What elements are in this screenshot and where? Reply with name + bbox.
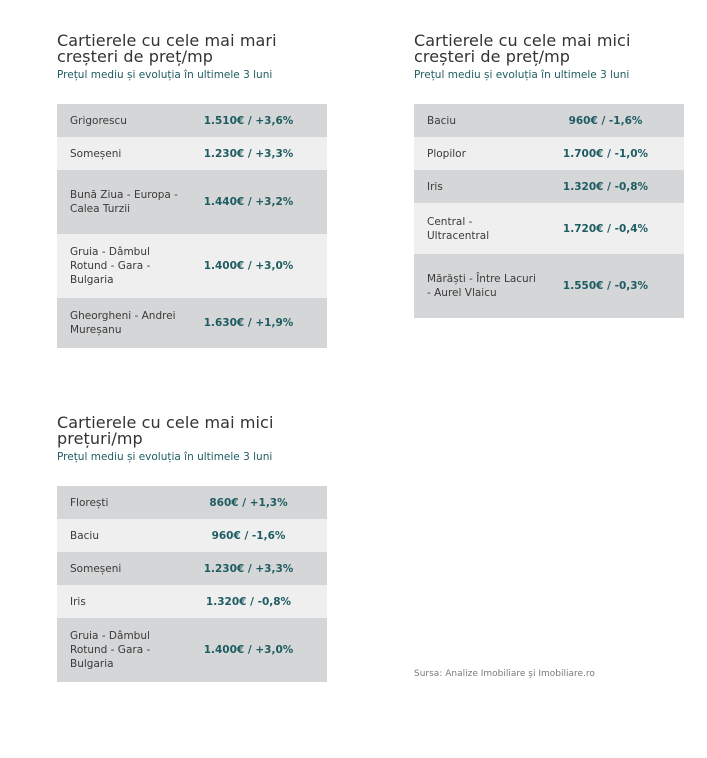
neighborhood-name: Gruia - Dâmbul Rotund - Gara - Bulgaria: [70, 246, 151, 286]
neighborhood-name: Baciu: [427, 114, 456, 127]
price-value: 960€ / -1,6%: [211, 529, 286, 542]
neighborhood-name: Florești: [70, 496, 109, 509]
title-line-2: creșteri de preț/mp: [57, 47, 214, 66]
panel-title: [57, 33, 327, 65]
price-change-value: 1.700€ / -1,0%: [562, 147, 649, 160]
neighborhood-name: Bună Ziua - Europa - Calea Turzii: [70, 189, 178, 215]
price-change-value: 1.630€ / +1,9%: [203, 317, 294, 329]
table-row: [57, 298, 327, 348]
table-row: [57, 618, 327, 682]
table-row: [57, 552, 327, 585]
table-row: [57, 486, 327, 519]
price-change-value: 1.440€ / +3,2%: [203, 196, 294, 208]
neighborhood-name: Someșeni: [70, 562, 122, 575]
neighborhood-name: Grigorescu: [70, 114, 127, 127]
price-value: 1.400€ / +3,0%: [203, 644, 294, 656]
price-change-value: 1.550€ / -0,3%: [562, 280, 649, 292]
panel-subtitle: Prețul mediu și evoluția în ultimele 3 luni: [57, 69, 273, 81]
panel-smallest-increases: [414, 31, 684, 299]
panel-subtitle: Prețul mediu și evoluția în ultimele 3 luni: [57, 451, 273, 463]
panel-lowest-prices: [57, 413, 327, 670]
table-row: [57, 234, 327, 298]
neighborhood-name: Gheorgheni - Andrei Mureșanu: [70, 310, 176, 336]
table-row: [57, 170, 327, 234]
price-value: 1.320€ / -0,8%: [205, 595, 292, 608]
panel-largest-increases: [57, 31, 327, 336]
neighborhood-name: Central - Ultracentral: [427, 215, 490, 242]
price-change-value: 1.230€ / +3,3%: [203, 147, 294, 160]
title-line-2: creșteri de preț/mp: [414, 47, 571, 66]
price-change-value: 1.400€ / +3,0%: [203, 260, 294, 272]
price-table: [57, 486, 327, 682]
neighborhood-name: Someșeni: [70, 147, 122, 160]
price-change-value: 960€ / -1,6%: [568, 114, 643, 127]
panel-title: [414, 33, 684, 65]
table-row: [414, 170, 684, 203]
table-row: [414, 203, 684, 254]
price-table: [414, 104, 684, 318]
neighborhood-name: Plopilor: [427, 147, 466, 160]
table-row: [414, 137, 684, 170]
neighborhood-name: Gruia - Dâmbul Rotund - Gara - Bulgaria: [70, 630, 151, 670]
price-value: 860€ / +1,3%: [209, 496, 288, 509]
table-row: [414, 104, 684, 137]
source-note: Sursa: Analize Imobiliare și Imobiliare.ro: [414, 669, 595, 679]
table-row: [57, 104, 327, 137]
panel-subtitle: Prețul mediu și evoluția în ultimele 3 luni: [414, 69, 630, 81]
neighborhood-name: Iris: [427, 180, 443, 193]
title-line-2: prețuri/mp: [57, 429, 143, 448]
table-row: [414, 254, 684, 318]
price-change-value: 1.320€ / -0,8%: [562, 180, 649, 193]
panel-title: [57, 415, 327, 447]
table-row: [57, 585, 327, 618]
price-change-value: 1.510€ / +3,6%: [203, 114, 294, 127]
price-value: 1.230€ / +3,3%: [203, 562, 294, 575]
neighborhood-name: Baciu: [70, 529, 99, 542]
neighborhood-name: Mărăști - Între Lacuri - Aurel Vlaicu: [427, 273, 536, 299]
title-line-1: Cartierele cu cele mai mici: [57, 413, 274, 432]
title-line-1: Cartierele cu cele mai mari: [57, 31, 277, 50]
title-line-1: Cartierele cu cele mai mici: [414, 31, 631, 50]
neighborhood-name: Iris: [70, 595, 86, 608]
table-row: [57, 519, 327, 552]
price-table: [57, 104, 327, 348]
table-row: [57, 137, 327, 170]
price-change-value: 1.720€ / -0,4%: [562, 222, 649, 235]
